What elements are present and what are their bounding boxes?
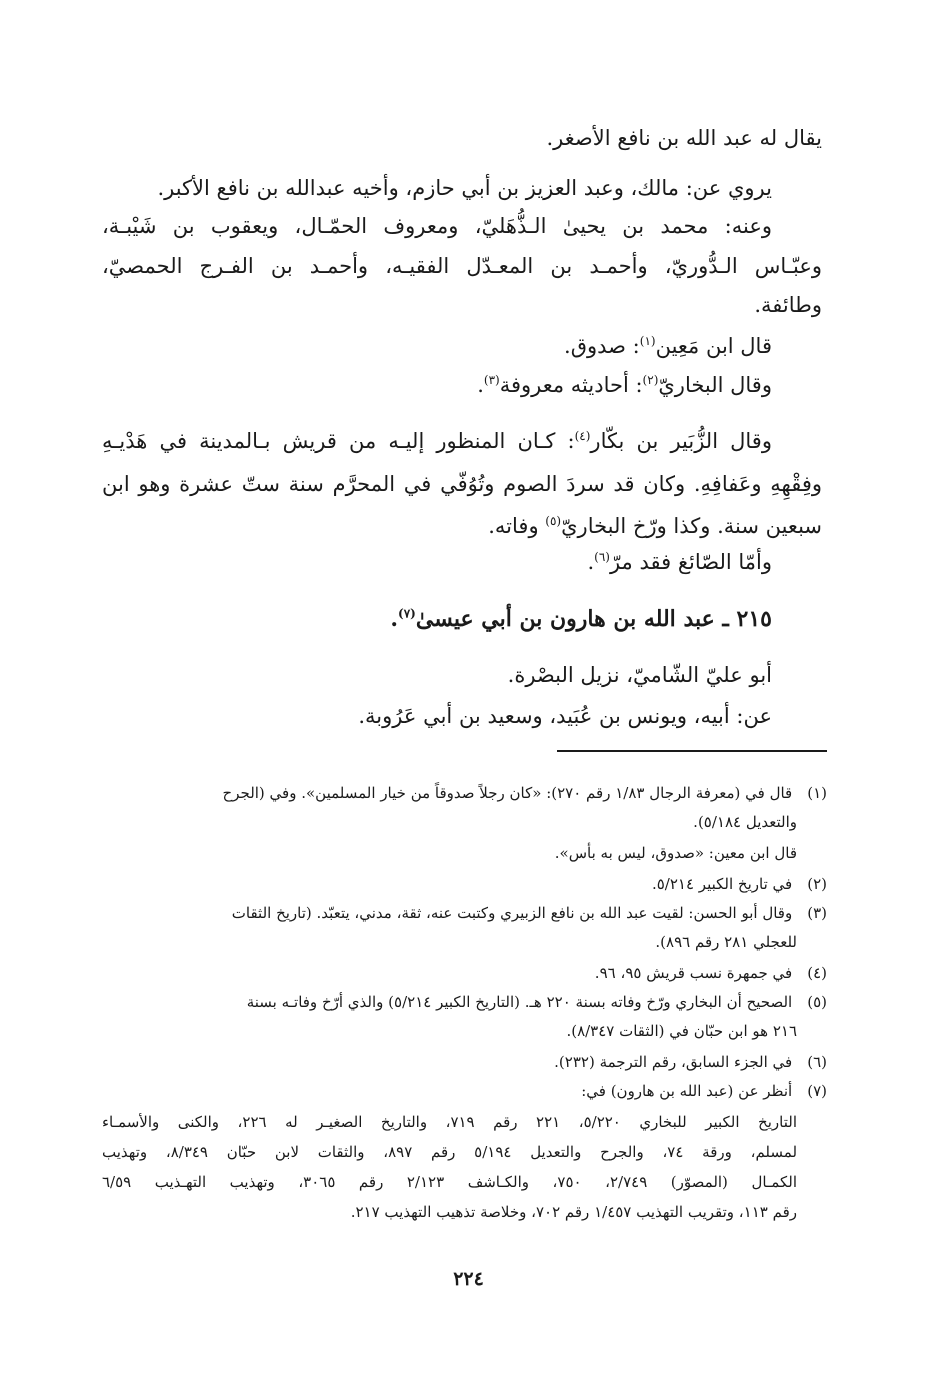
footnote-marker: (٥) bbox=[545, 514, 562, 528]
text-line: يقال له عبد الله بن نافع الأصغر. bbox=[546, 126, 822, 150]
footnote-text: قال في (معرفة الرجال ١/٨٣ رقم ٢٧٠): «كان رجلاً صدوقاً من خيار المسلمين». وفي (الجرح bbox=[222, 784, 793, 802]
text-line: وعنه: محمد بن يحيىٰ الـذُّهَليّ، ومعروف الحمّـال، ويعقوب بن شَيْبـة، bbox=[102, 214, 772, 238]
text-line: يروي عن: مالك، وعبد العزيز بن أبي حازم، وأخيه عبدالله بن نافع الأكبر. bbox=[157, 176, 772, 200]
footnote-text-line: لمسلم، ورقة ٧٤، والجرح والتعديل ٥/١٩٤ رقم ٨٩٧، والثقات لابن حبّان ٨/٣٤٩، وتهذيب bbox=[102, 1143, 798, 1161]
text-segment: سبعين سنة. وكذا ورّخ البخاريّ bbox=[561, 514, 822, 538]
footnote-text: في تاريخ الكبير ٥/٢١٤. bbox=[651, 875, 793, 893]
footnote-5 bbox=[102, 993, 827, 1011]
text-line: وطائفة. bbox=[754, 293, 822, 317]
footnote-text-line: قال ابن معين: «صدوق، ليس به بأس». bbox=[554, 844, 797, 862]
text-line bbox=[102, 334, 772, 359]
heading-text: ٢١٥ ـ عبد الله بن هارون بن أبي عيسىٰ bbox=[415, 606, 772, 632]
footnote-marker: (٣) bbox=[483, 373, 500, 387]
footnote-number: (٣) bbox=[807, 904, 827, 922]
footnote-number: (٢) bbox=[807, 875, 827, 893]
footnote-text-line: والتعديل ٥/١٨٤). bbox=[693, 813, 797, 831]
text-segment: قال ابن مَعِين bbox=[655, 334, 772, 358]
footnote-text-line: ٢١٦ هو ابن حبّان في (الثقات ٨/٣٤٧). bbox=[566, 1022, 797, 1040]
footnote-text: أنظر عن (عبد الله بن هارون) في: bbox=[581, 1082, 793, 1100]
text-segment: وقال البخاريّ bbox=[658, 373, 772, 397]
footnote-marker: (٤) bbox=[574, 429, 591, 443]
text-segment: . bbox=[390, 606, 399, 632]
footnote-number: (١) bbox=[807, 784, 827, 802]
footnote-4 bbox=[102, 964, 827, 982]
footnote-text: في جمهرة نسب قريش ٩٥، ٩٦. bbox=[594, 964, 793, 982]
text-line bbox=[102, 429, 772, 454]
footnote-number: (٦) bbox=[807, 1053, 827, 1071]
footnote-text: وقال أبو الحسن: لقيت عبد الله بن نافع الزبيري وكتبت عنه، ثقة، مدني، يتعبّد. (تاريخ الثقات bbox=[231, 904, 793, 922]
footnote-6 bbox=[102, 1053, 827, 1071]
footnote-marker: (٦) bbox=[594, 550, 610, 564]
text-segment: وفاته. bbox=[488, 514, 546, 538]
footnote-text: الصحيح أن البخاري ورّخ وفاته بسنة ٢٢٠ هـ. (التاريخ الكبير ٥/٢١٤) والذي أرّخ وفاتـه بسنة bbox=[246, 993, 793, 1011]
text-line: وعبّـاس الـدُّوريّ، وأحمـد بن المعـدّل الفقيـه، وأحمـد بن الفـرج الحمصيّ، bbox=[102, 254, 822, 278]
footnote-marker: (١) bbox=[639, 334, 656, 348]
footnote-number: (٥) bbox=[807, 993, 827, 1011]
page-number: ٢٢٤ bbox=[453, 1268, 484, 1290]
text-line bbox=[102, 550, 772, 575]
footnote-text-line: للعجلي ٢٨١ رقم ٨٩٦). bbox=[655, 933, 797, 951]
footnote-1 bbox=[102, 784, 827, 802]
text-line: أبو عليّ الشّاميّ، نزيل البصْرة. bbox=[507, 663, 772, 687]
text-segment: وأمّا الصّائغ فقد مرّ bbox=[609, 550, 772, 574]
footnote-3 bbox=[102, 904, 827, 922]
text-line bbox=[102, 514, 822, 539]
footnote-text-line: الكمـال (المصوّر) ٢/٧٤٩، ٧٥٠، والكـاشف ٢/١٢٣ رقم ٣٠٦٥، وتهذيب التهـذيب ٦/٥٩ bbox=[102, 1173, 798, 1191]
footnote-7 bbox=[102, 1082, 827, 1100]
footnote-text-line: رقم ١١٣، وتقريب التهذيب ١/٤٥٧ رقم ٧٠٢، وخلاصة تذهيب التهذيب ٢١٧. bbox=[350, 1203, 797, 1221]
text-segment: : كـان المنظور إليـه من قريش بـالمدينة في هَدْيـهِ bbox=[102, 429, 575, 453]
entry-heading bbox=[102, 606, 772, 632]
text-line: عن: أبيه، ويونس بن عُبَيد، وسعيد بن أبي عَرُوبة. bbox=[358, 704, 772, 728]
text-line bbox=[102, 373, 772, 398]
text-segment: وقال الزُّبَير بن بكّار bbox=[590, 429, 772, 453]
footnote-number: (٤) bbox=[807, 964, 827, 982]
text-line: وفِقْهِهِ وعَفافِهِ. وكان قد سردَ الصوم وتُوُفّي في المحرَّم سنة ستّ عشرة وهو ابن bbox=[102, 472, 822, 496]
footnote-marker: (٢) bbox=[642, 373, 659, 387]
text-segment: . bbox=[587, 550, 595, 574]
text-segment: . bbox=[477, 373, 484, 397]
footnote-text-line: التاريخ الكبير للبخاري ٥/٢٢٠، ٢٢١ رقم ٧١٩، والتاريخ الصغيـر له ٢٢٦، والكنى والأسمـاء bbox=[102, 1113, 797, 1131]
footnote-marker: (٧) bbox=[398, 606, 416, 621]
footnote-number: (٧) bbox=[807, 1082, 827, 1100]
footnote-separator bbox=[557, 750, 827, 752]
text-segment: : صدوق. bbox=[564, 334, 640, 358]
footnote-text: في الجزء السابق، رقم الترجمة (٢٣٢). bbox=[554, 1053, 793, 1071]
footnote-2 bbox=[102, 875, 827, 893]
text-segment: : أحاديثه معروفة bbox=[499, 373, 643, 397]
